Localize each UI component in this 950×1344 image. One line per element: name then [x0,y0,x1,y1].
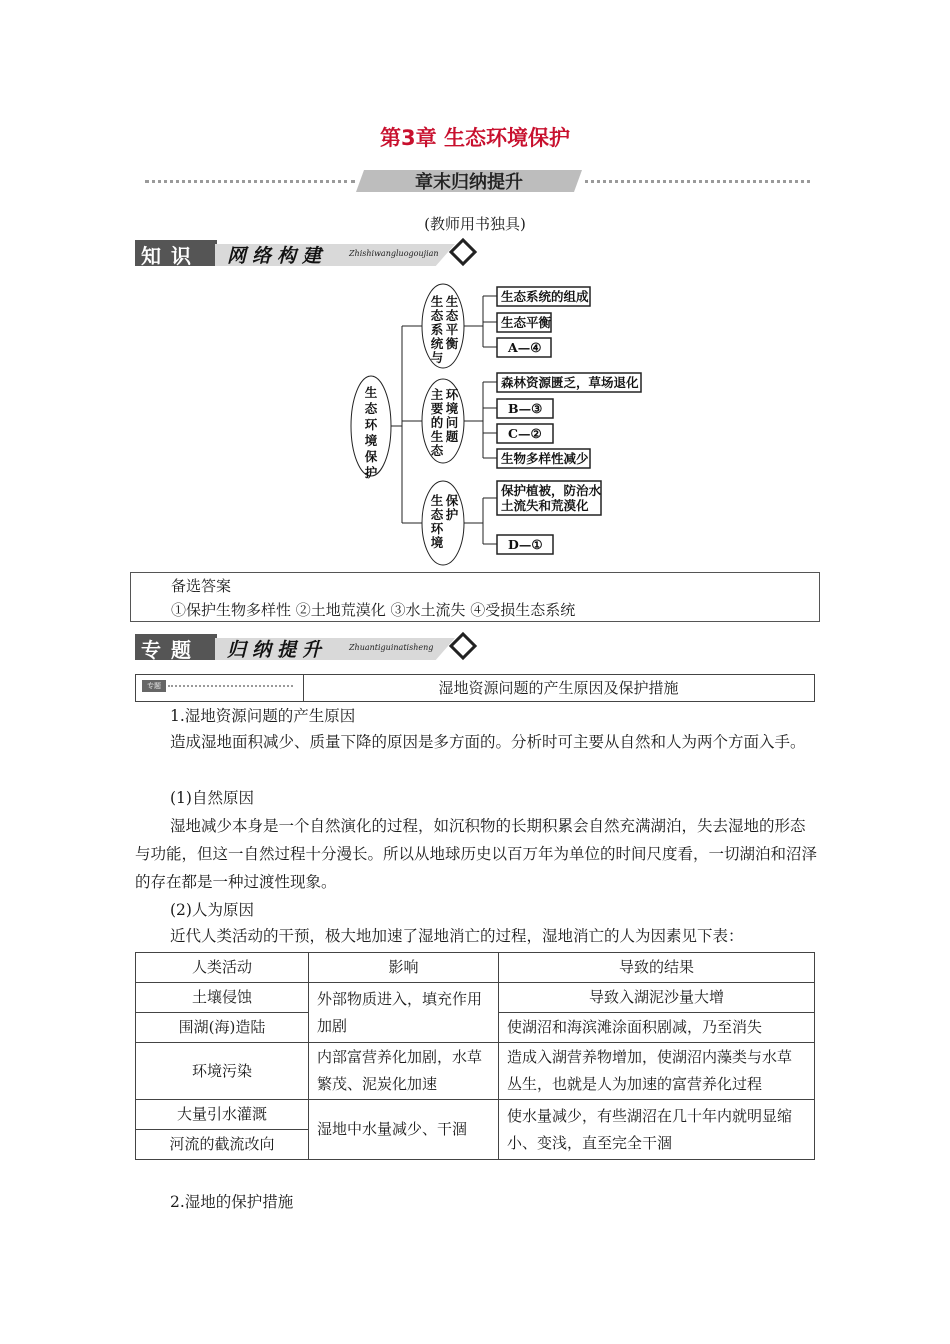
arrow-icon [168,685,293,687]
table-cell: 河流的截流改向 [136,1130,309,1160]
diamond-icon [449,632,477,660]
knowledge-bar [135,240,465,266]
table-cell: 内部富营养化加剧，水草繁茂、泥炭化加速 [309,1043,499,1100]
table-cell: 外部物质进入，填充作用加剧 [309,983,499,1043]
branch-3-label: 保护生态环境 [430,493,459,550]
table-row [136,1100,815,1130]
table-cell: 环境污染 [136,1043,309,1100]
paragraph-intro: 造成湿地面积减少、质量下降的原因是多方面的。分析时可主要从自然和人为两个方面入手。 [170,733,806,751]
bar-sub-label: 归纳提升 [227,639,328,661]
human-factors-table [135,952,815,1160]
branch-1-label: 生态平衡生态系统与 [430,294,459,365]
topic-title: 湿地资源问题的产生原因及保护措施 [438,679,679,697]
table-cell: 导致入湖泥沙量大增 [499,983,815,1013]
bar-pinyin: Zhuantiguinatisheng [349,643,434,652]
section-ribbon [145,170,810,192]
leaf-2-3: C—② [508,426,542,441]
bar-pinyin: Zhishiwangluogoujian [349,249,439,258]
table-header-cell: 导致的结果 [499,953,815,983]
answer-box-title: 备选答案 [171,577,232,595]
branch-2-label: 环境问题主要的生态 [430,387,459,458]
table-cell: 湿地中水量减少、干涸 [309,1100,499,1160]
table-header-cell: 人类活动 [136,953,309,983]
mini-topic-tag: 专题 [142,680,166,692]
concept-map [340,276,660,568]
table-row [136,983,815,1013]
heading-human: (2)人为原因 [170,901,254,919]
ribbon-dots-left [145,180,355,186]
leaf-3-2: D—① [508,537,543,552]
bar-main-label: 知识 [141,244,201,268]
answer-box [130,572,820,622]
topic-bar [135,634,465,660]
bar-main-label: 专题 [141,638,201,662]
heading-causes: 1.湿地资源问题的产生原因 [170,707,356,725]
heading-protection: 2.湿地的保护措施 [170,1193,294,1211]
topic-row [135,674,815,702]
diamond-icon [449,238,477,266]
topic-row-left [136,675,304,701]
table-cell: 使水量减少，有些湖沼在几十年内就明显缩小、变浅，直至完全干涸 [499,1100,815,1160]
leaf-1-1: 生态系统的组成 [501,289,589,304]
table-cell: 使湖沼和海滨滩涂面积剧减，乃至消失 [499,1013,815,1043]
ribbon-title: 章末归纳提升 [415,172,523,193]
leaf-3-1: 保护植被，防治水土流失和荒漠化 [501,483,602,513]
table-cell: 围湖(海)造陆 [136,1013,309,1043]
leaf-2-1: 森林资源匮乏，草场退化 [501,375,639,390]
table-cell: 土壤侵蚀 [136,983,309,1013]
table-cell: 造成入湖营养物增加，使湖沼内藻类与水草丛生，也就是人为加速的富营养化过程 [499,1043,815,1100]
leaf-2-2: B—③ [508,401,543,416]
table-cell: 大量引水灌溉 [136,1100,309,1130]
table-row [136,1043,815,1100]
paragraph-natural: 湿地减少本身是一个自然演化的过程，如沉积物的长期积累会自然充满湖泊，失去湿地的形态与功能，但这一自然过程十分漫长。所以从地球历史以百万年为单位的时间尺度看，一切湖泊和沼泽的存在都是一种过渡性现象。 [135,817,818,891]
paragraph-human: 近代人类活动的干预，极大地加速了湿地消亡的过程，湿地消亡的人为因素见下表： [170,927,744,945]
table-header-row [136,953,815,983]
bar-sub-label: 网络构建 [227,245,328,267]
ribbon-dots-right [585,180,810,186]
chapter-title: 第3章 生态环境保护 [380,126,570,150]
table-header-cell: 影响 [309,953,499,983]
answer-options: ①保护生物多样性 ②土地荒漠化 ③水土流失 ④受损生态系统 [171,601,576,619]
leaf-1-2: 生态平衡 [501,315,552,330]
leaf-1-3: A—④ [508,340,542,355]
teacher-note: (教师用书独具) [424,215,526,233]
root-char: 生态环境保护 [364,385,378,480]
leaf-2-4: 生物多样性减少 [501,451,589,466]
heading-natural: (1)自然原因 [170,789,254,807]
